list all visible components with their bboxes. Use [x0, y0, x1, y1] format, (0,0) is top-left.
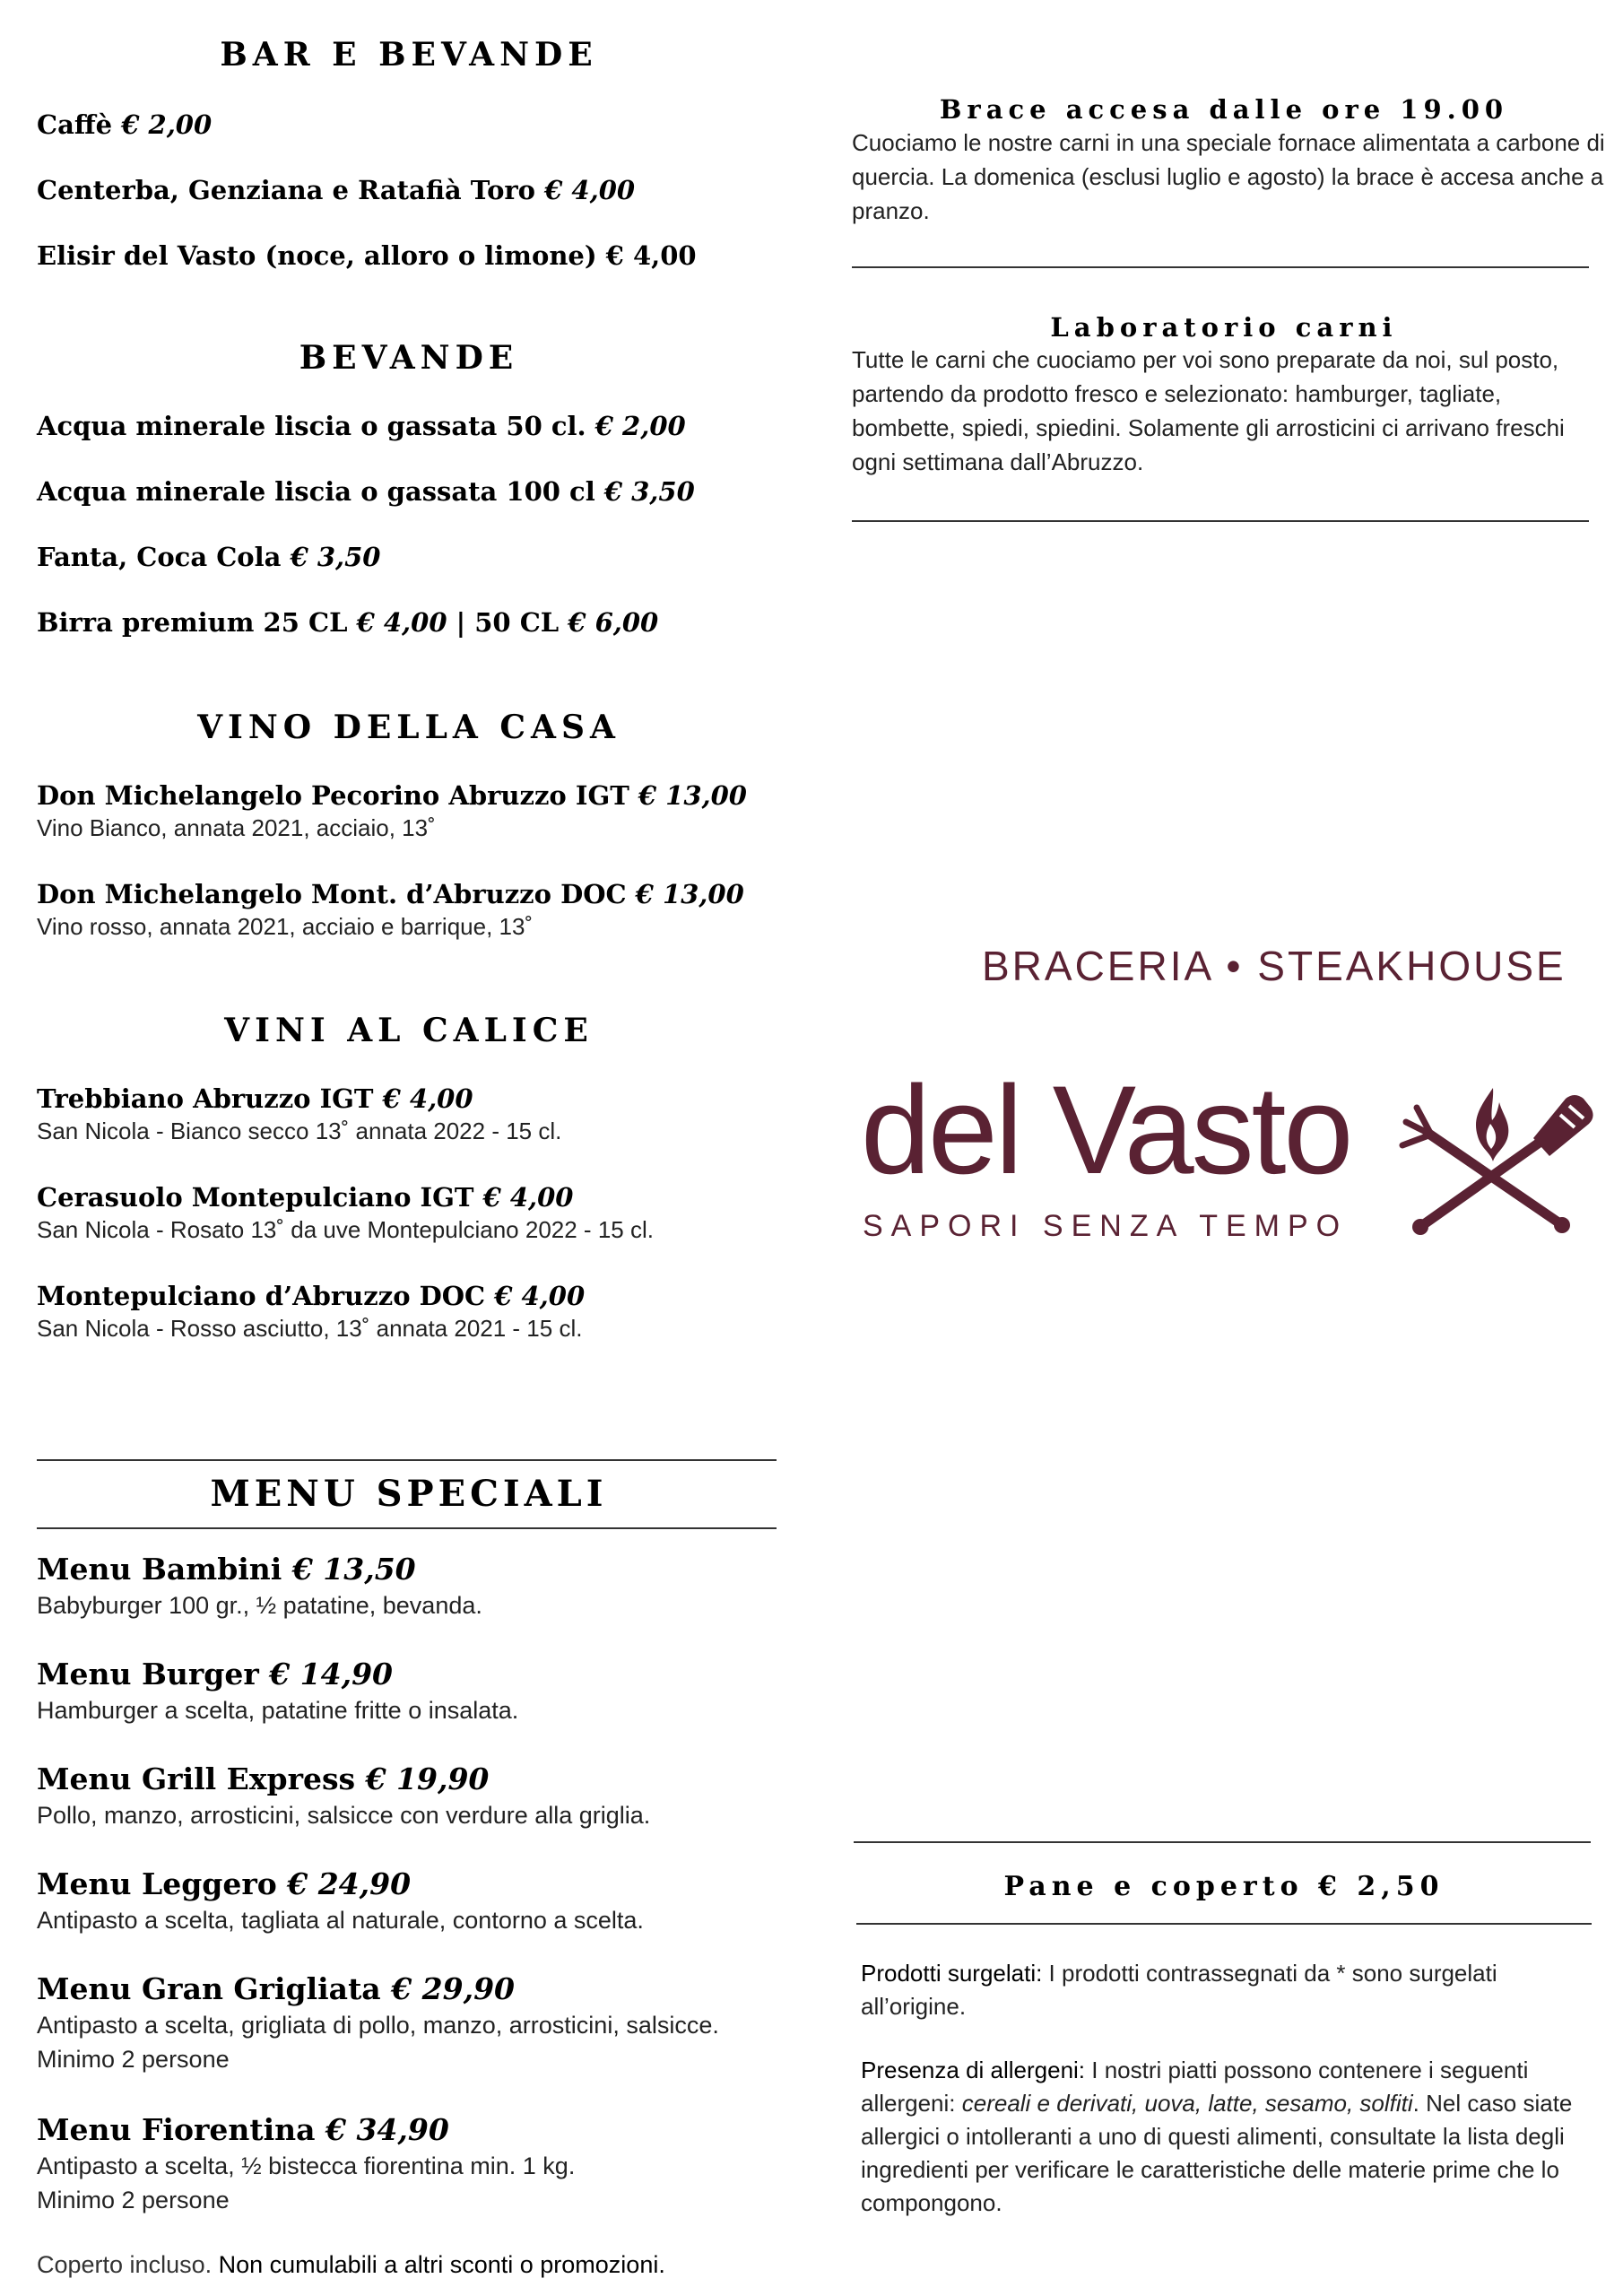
item-name: Elisir del Vasto (noce, alloro o limone) € 4,00 [37, 240, 697, 271]
item-price: € 2,00 [121, 109, 213, 140]
crossed-grill-fork-spatula-flame-icon [1390, 1081, 1596, 1242]
item-price-large: € 6,00 [568, 607, 659, 638]
item-name: Trebbiano Abruzzo IGT [37, 1083, 374, 1114]
item-name: Menu Leggero [37, 1866, 277, 1901]
divider [854, 1841, 1591, 1843]
item-name: Menu Gran Grigliata [37, 1971, 381, 2006]
item-name: Cerasuolo Montepulciano IGT [37, 1182, 474, 1213]
menu-item [37, 542, 790, 572]
item-price: € 4,00 [544, 175, 636, 205]
logo-slogan: SAPORI SENZA TEMPO [863, 1209, 1349, 1243]
brace-title: Brace accesa dalle ore 19.00 [939, 94, 1509, 125]
item-name: Menu Grill Express [37, 1761, 356, 1796]
divider [37, 1527, 777, 1529]
surgelati-text: I prodotti contrassegnati da * sono surgelati all’origine. [861, 1960, 1497, 2020]
item-price: € 4,00 [482, 1182, 574, 1213]
item-description: San Nicola - Bianco secco 13˚ annata 2022 - 15 cl. [37, 1118, 562, 1144]
item-name: Acqua minerale liscia o gassata 50 cl. [37, 411, 586, 441]
surgelati-label: Prodotti surgelati: [861, 1960, 1043, 1987]
menu-item [37, 780, 790, 811]
item-price: € 3,50 [603, 476, 695, 507]
item-name: Don Michelangelo Pecorino Abruzzo IGT [37, 780, 629, 811]
menu-item [37, 476, 790, 507]
item-price: € 19,90 [365, 1761, 490, 1796]
surgelati-note [861, 1957, 1596, 2023]
allergeni-label: Presenza di allergeni: [861, 2057, 1086, 2083]
item-price: € 34,90 [325, 2112, 449, 2147]
brace-text: Cuociamo le nostre carni in una speciale fornace alimentata a carbone di quercia. La domenica (esclusi luglio e agosto) la brace è accesa anche a pranzo. [852, 129, 1605, 224]
special-menu-item [37, 1971, 790, 2006]
menu-item [37, 1281, 790, 1311]
special-menu-item [37, 1866, 790, 1901]
item-description: San Nicola - Rosato 13˚ da uve Montepulciano 2022 - 15 cl. [37, 1216, 654, 1243]
menu-item [37, 1083, 790, 1114]
item-description: Pollo, manzo, arrosticini, salsicce con verdure alla griglia. [37, 1802, 651, 1829]
item-description: Hamburger a scelta, patatine fritte o insalata. [37, 1697, 519, 1724]
item-price: € 2,00 [595, 411, 686, 441]
bar-title: BAR E BEVANDE [220, 36, 598, 74]
item-price: € 3,50 [290, 542, 381, 572]
vino-casa-title: VINO DELLA CASA [197, 709, 621, 746]
item-name: Fanta, Coca Cola [37, 542, 282, 572]
menu-item [37, 411, 790, 441]
item-note: Minimo 2 persone [37, 2046, 230, 2073]
special-menu-item [37, 1552, 790, 1587]
item-price: € 14,90 [269, 1657, 394, 1692]
item-name: Menu Bambini [37, 1552, 282, 1587]
special-menu-item [37, 1657, 790, 1692]
item-price: € 4,00 [494, 1281, 586, 1311]
logo-brand-name: del Vasto [861, 1059, 1351, 1200]
special-menu-item [37, 1761, 790, 1796]
item-note: Minimo 2 persone [37, 2187, 230, 2213]
item-price: € 24,90 [287, 1866, 412, 1901]
item-name: Caffè [37, 109, 113, 140]
menu-item [37, 607, 790, 638]
item-price: € 4,00 [356, 607, 447, 638]
allergeni-text-cont: . Nel caso siate allergici o intolleranti a uno di questi alimenti, consultate la lista degli ingredienti per verificare le caratteristiche delle materie prime che lo compongono. [861, 2090, 1573, 2216]
menu-item [37, 1182, 790, 1213]
menu-item [37, 109, 790, 140]
menu-speciali-title: MENU SPECIALI [210, 1473, 608, 1515]
allergeni-note [861, 2054, 1596, 2220]
item-name: Don Michelangelo Mont. d’Abruzzo DOC [37, 879, 627, 909]
item-price: € 29,90 [391, 1971, 515, 2006]
vini-calice-title: VINI AL CALICE [224, 1012, 594, 1049]
item-description: Vino Bianco, annata 2021, acciaio, 13˚ [37, 814, 436, 841]
item-price: € 13,50 [291, 1552, 416, 1587]
item-name: Menu Fiorentina [37, 2112, 316, 2147]
item-description: Antipasto a scelta, grigliata di pollo, manzo, arrosticini, salsicce. [37, 2012, 719, 2039]
item-description: Vino rosso, annata 2021, acciaio e barrique, 13˚ [37, 913, 534, 940]
divider [856, 1923, 1592, 1925]
item-name: Acqua minerale liscia o gassata 100 cl [37, 476, 595, 507]
item-description: Babyburger 100 gr., ½ patatine, bevanda. [37, 1592, 482, 1619]
item-description: San Nicola - Rosso asciutto, 13˚ annata 2021 - 15 cl. [37, 1315, 583, 1342]
promo-note: Non cumulabili a altri sconti o promozioni. [218, 2251, 665, 2278]
item-name: Menu Burger [37, 1657, 259, 1692]
item-price: € 13,00 [635, 879, 744, 909]
logo-tagline: BRACERIA • STEAKHOUSE [982, 943, 1567, 989]
menu-footer-note [37, 2251, 665, 2279]
coperto-note: Coperto incluso. [37, 2251, 219, 2278]
menu-item [37, 879, 790, 909]
item-price: € 4,00 [382, 1083, 473, 1114]
item-price: € 13,00 [638, 780, 747, 811]
menu-item [37, 175, 790, 205]
item-name: Centerba, Genziana e Ratafià Toro [37, 175, 536, 205]
laboratorio-text: Tutte le carni che cuociamo per voi sono preparate da noi, sul posto, partendo da prodotto fresco e selezionato: hamburger, tagliate, bombette, spiedi, spiedini. Solamente gli arrosticini ci arrivano freschi ogni settimana dall’Abruzzo. [852, 346, 1565, 475]
menu-item [37, 240, 790, 271]
special-menu-item [37, 2112, 790, 2147]
item-description: Antipasto a scelta, ½ bistecca fiorentina min. 1 kg. [37, 2152, 576, 2179]
allergeni-list: cereali e derivati, uova, latte, sesamo, solfiti [961, 2090, 1413, 2117]
bevande-title: BEVANDE [299, 339, 519, 377]
coperto-title: Pane e coperto € 2,50 [1003, 1871, 1445, 1902]
item-name: Birra premium 25 CL [37, 607, 348, 638]
item-size-separator: | 50 CL [456, 607, 560, 638]
divider [852, 520, 1589, 522]
allergeni-text: I nostri piatti possono contenere i seguenti allergeni: [861, 2057, 1529, 2117]
divider [852, 266, 1589, 268]
divider [37, 1459, 777, 1461]
item-name: Montepulciano d’Abruzzo DOC [37, 1281, 486, 1311]
item-description: Antipasto a scelta, tagliata al naturale, contorno a scelta. [37, 1907, 644, 1934]
laboratorio-title: Laboratorio carni [1050, 312, 1398, 343]
